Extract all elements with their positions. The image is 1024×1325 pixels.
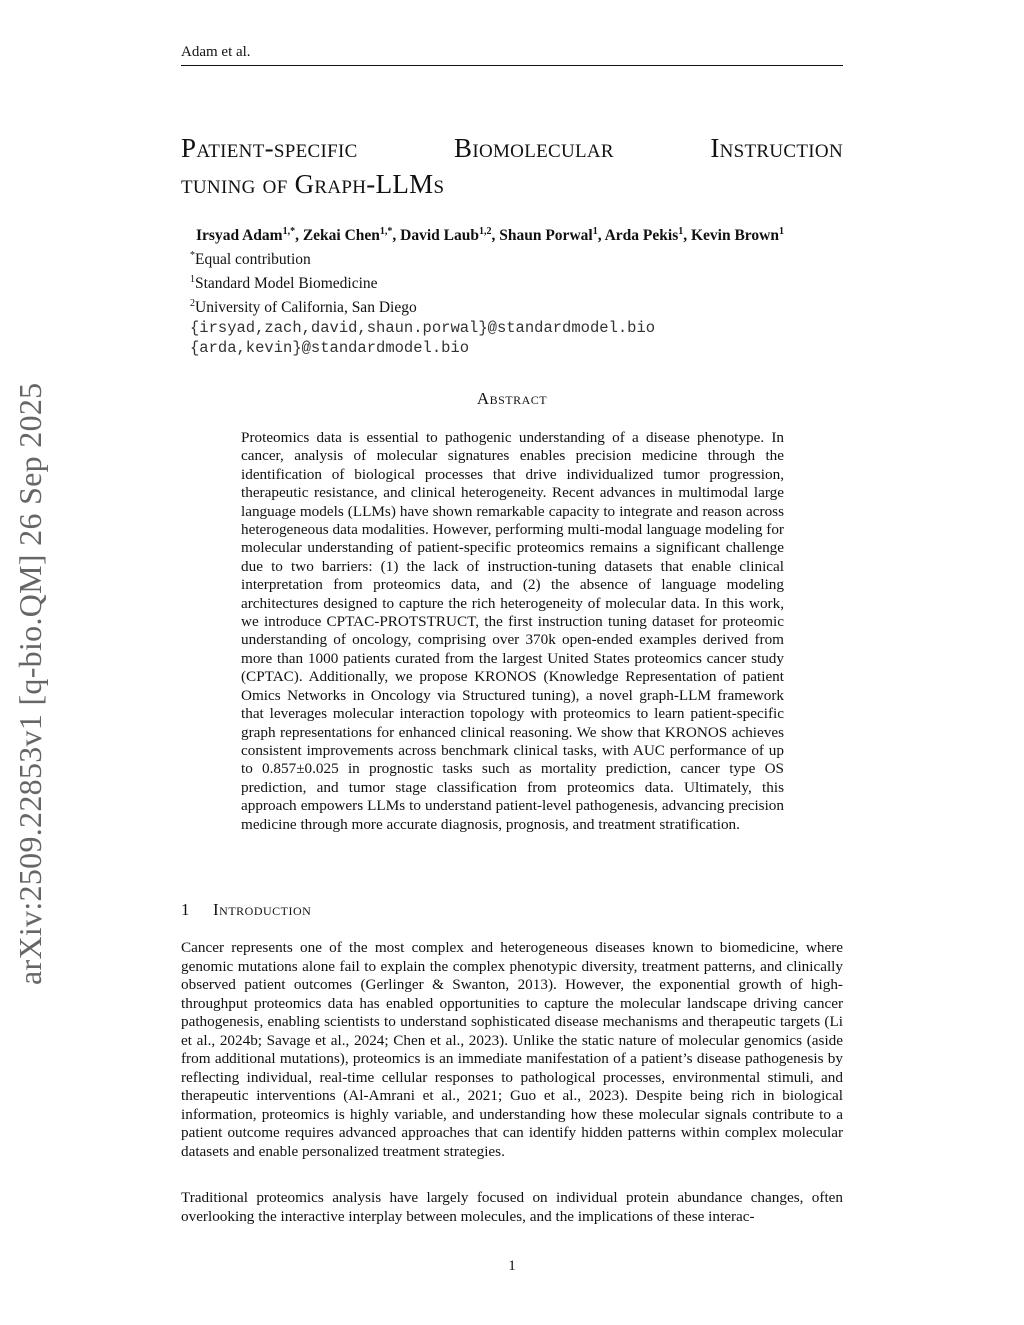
header-rule — [181, 65, 843, 66]
affiliation-line: *Equal contribution — [190, 250, 311, 269]
abstract-heading: Abstract — [476, 389, 548, 408]
abstract-text: Proteomics data is essential to pathogenic understanding of a disease phenotype. In cancer, analysis of molecular signatures enables precision medicine through the identification of biological processes that drive individualized tumor progression, therapeutic resistance, and clinical heterogeneity. Recent advances in multimodal large language models (LLMs) have shown remarkable capacity to integrate and reason across heterogeneous data modalities. However, performing multi-modal language modeling for molecular understanding of patient-specific proteomics remains a significant challenge due to two barriers: (1) the lack of instruction-tuning datasets that enable clinical interpretation from proteomics data, and (2) the absence of language modeling architectures designed to capture the rich heterogeneity of molecular data. In this work, we introduce CPTAC-PROTSTRUCT, the first instruction tuning dataset for proteomic understanding of oncology, comprising over 370k open-ended examples derived from more than 1000 patients curated from the largest United States proteomics cancer study (CPTAC). Additionally, we propose KRONOS (Knowledge Representation of patient Omics Networks in Oncology via Structured tuning), a novel graph-LLM framework that leverages molecular interaction topology with proteomics to learn patient-specific graph representations for enhanced clinical reasoning. We show that KRONOS achieves consistent improvements across benchmark clinical tasks, with AUC performance of up to 0.857±0.025 in prognostic tasks such as mortality prediction, cancer type OS prediction, and tumor stage classification from proteomics data. Ultimately, this approach empowers LLMs to understand patient-level pathogenesis, advancing precision medicine through more accurate diagnosis, prognosis, and treatment stratification. — [241, 429, 784, 833]
intro-paragraph-1: Cancer represents one of the most complex and heterogeneous diseases known to biomedicine, where genomic mutations alone fail to explain the complex phenotypic diversity, treatment patterns, and clinically observed patient outcomes (Gerlinger & Swanton, 2013). However, the exponential growth of high-throughput proteomics data has enabled opportunities to capture the molecular landscape driving cancer pathogenesis, enabling scientists to understand sophisticated disease mechanisms and therapeutic targets (Li et al., 2024b; Savage et al., 2024; Chen et al., 2023). Unlike the static nature of molecular genomics (aside from additional mutations), proteomics is an immediate manifestation of a patient’s disease pathogenesis by reflecting individual, real-time cellular responses to pathological processes, environmental stimuli, and therapeutic interventions (Al-Amrani et al., 2021; Guo et al., 2023). Despite being rich in biological information, proteomics is highly variable, and understanding how these molecular signals contribute to a patient outcome requires advanced approaches that can identify hidden patterns within complex molecular datasets and enable personalized treatment strategies. — [181, 939, 843, 1160]
running-head: Adam et al. — [181, 44, 251, 60]
title-word: Patient-specific — [181, 133, 358, 163]
author-affil-mark: 1 — [592, 226, 598, 237]
author-list: Irsyad Adam$^{1,*}$, Zekai Chen$^{1,*}$, David Laub$^{1,2}$, Shaun Porwal$^1$, Arda Pekis$^1$, Kevin Brown$^1$ — [196, 226, 784, 245]
page-number: 1 — [508, 1258, 516, 1274]
title-word: Instruction — [710, 133, 843, 163]
intro-paragraph-2: Traditional proteomics analysis have largely focused on individual protein abundance changes, often overlooking the interactive interplay between molecules, and the implications of these interac- — [181, 1189, 843, 1225]
author-name: David Laub — [400, 227, 479, 245]
arxiv-identifier-stamp[interactable]: arXiv:2509.22853v1 [q-bio.QM] 26 Sep 2025 — [12, 382, 48, 985]
author-name: Irsyad Adam — [196, 227, 283, 245]
author-name: Arda Pekis — [604, 227, 679, 245]
email-line[interactable]: {arda,kevin}@standardmodel.bio — [190, 339, 470, 358]
author-affil-mark: 1,* — [282, 226, 296, 237]
title-line-1 — [181, 130, 843, 166]
author-name: Shaun Porwal — [499, 227, 593, 245]
author-name: Kevin Brown — [690, 227, 779, 245]
affiliations — [190, 246, 655, 358]
title-line-2: tuning of Graph-LLMs — [181, 169, 445, 199]
section-heading-introduction — [181, 900, 311, 920]
author-affil-mark: 1,* — [379, 226, 393, 237]
email-line[interactable]: {irsyad,zach,david,shaun.porwal}@standardmodel.bio — [190, 319, 656, 338]
author-affil-mark: 1,2 — [478, 226, 492, 237]
paper-title — [181, 130, 843, 202]
affiliation-line: $^2$University of California, San Diego — [190, 298, 417, 317]
author-affil-mark: 1 — [778, 226, 784, 237]
affiliation-line: $^1$Standard Model Biomedicine — [190, 274, 378, 293]
section-number: 1 — [181, 900, 190, 919]
title-word: Biomolecular — [454, 133, 614, 163]
section-title: Introduction — [213, 900, 312, 919]
author-affil-mark: 1 — [678, 226, 684, 237]
author-name: Zekai Chen — [302, 227, 380, 245]
